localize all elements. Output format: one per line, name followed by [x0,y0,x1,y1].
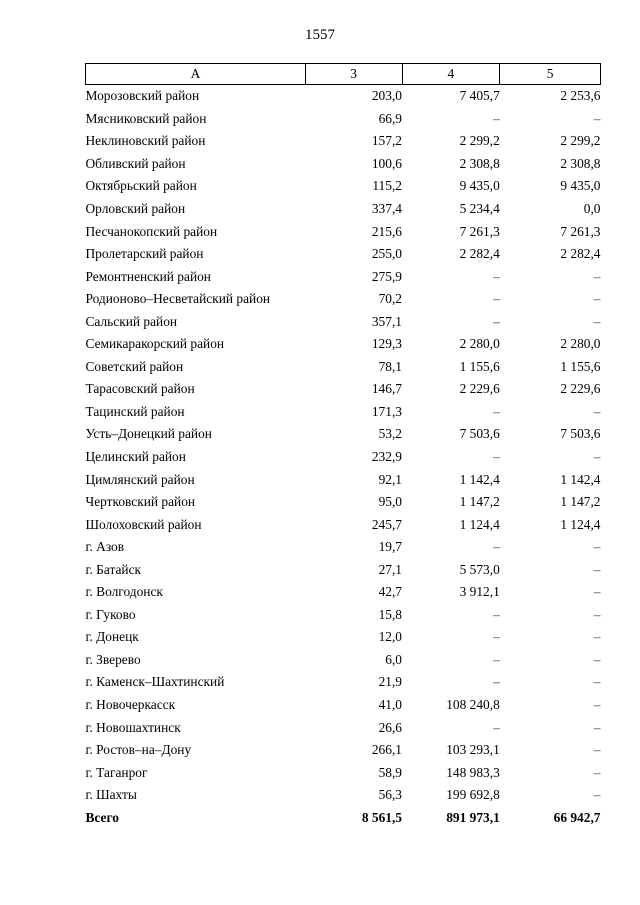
value-col-5: – [593,719,601,735]
value-col-3: 215,6 [371,223,402,239]
value-col-5: – [593,651,601,667]
value-col-3: 357,1 [371,313,402,329]
table-row [86,401,601,424]
value-col-3: 203,0 [371,88,402,104]
value-col-3: 100,6 [371,155,402,171]
table-row [86,784,601,807]
value-col-4: 199 692,8 [446,787,500,803]
value-col-4: – [493,268,500,284]
value-col-5: – [593,561,601,577]
table-row [86,108,601,131]
value-col-3: 27,1 [378,561,402,577]
value-col-5: 0,0 [583,201,601,216]
value-col-3: 70,2 [378,291,402,307]
value-col-4: – [493,449,500,465]
table-row [86,243,601,266]
value-col-3: 58,9 [378,764,402,780]
value-col-4: 148 983,3 [446,764,500,780]
table-row [86,175,601,198]
table-row [86,153,601,176]
value-col-5: 1 155,6 [560,358,601,374]
value-col-3: 115,2 [372,178,402,194]
value-col-5: 2 229,6 [560,381,601,397]
row-name: Неклиновский район [85,133,206,149]
value-col-5: 7 261,3 [560,223,601,239]
value-col-5: 1 147,2 [560,494,601,510]
value-col-3: 146,7 [371,381,402,397]
value-col-4: 108 240,8 [446,697,500,713]
value-col-4: 2 308,8 [459,155,500,171]
row-name: г. Каменск–Шахтинский [85,674,225,690]
table-row [86,265,601,288]
value-col-5: – [593,539,601,555]
table-row [86,378,601,401]
row-name: Мясниковский район [85,110,207,126]
table-row [86,694,601,717]
row-name: Усть–Донецкий район [85,426,212,442]
value-col-3: 266,1 [371,742,402,758]
value-col-3: 15,8 [378,606,402,622]
value-col-5: 66 942,7 [553,809,601,825]
value-col-3: 19,7 [378,539,402,555]
row-name: Обливский район [85,155,186,171]
column-header-5: 5 [500,64,601,85]
value-col-5: 2 299,2 [560,133,601,149]
row-name: г. Донецк [85,629,139,645]
row-name: Песчанокопский район [85,223,218,239]
table-row [86,333,601,356]
value-col-4: 7 405,7 [459,88,500,104]
value-col-4: 2 280,0 [459,336,500,352]
row-name: г. Ростов–на–Дону [85,742,192,758]
value-col-3: 8 561,5 [361,809,402,825]
table-row [86,220,601,243]
value-col-4: – [493,651,500,667]
row-name: Морозовский район [85,88,200,104]
table-row [86,446,601,469]
value-col-5: 1 142,4 [560,471,601,487]
row-name: г. Новошахтинск [85,719,181,735]
value-col-3: 92,1 [378,471,402,487]
value-col-5: – [593,291,601,307]
row-name: Семикаракорский район [85,336,225,352]
value-col-5: 2 308,8 [560,155,601,171]
value-col-3: 95,0 [378,494,402,510]
page-number: 1557 [305,27,335,43]
table-row [86,649,601,672]
value-col-3: 56,3 [378,787,402,803]
row-name: г. Зверево [85,651,141,667]
row-name: Сальский район [85,313,178,329]
column-header-3: 3 [305,64,402,85]
value-col-4: – [493,313,500,329]
value-col-4: 103 293,1 [446,742,500,758]
value-col-5: – [593,787,601,803]
value-col-4: – [493,629,500,645]
value-col-5: – [593,606,601,622]
value-col-4: 2 299,2 [459,133,500,149]
value-col-3: 21,9 [378,674,402,690]
table-row [86,356,601,379]
table-row [86,288,601,311]
row-name: Орловский район [85,201,186,216]
total-row [86,807,601,830]
value-col-5: – [593,313,601,329]
value-col-4: 891 973,1 [446,809,500,825]
row-name: г. Волгодонск [85,584,163,600]
value-col-5: – [593,403,601,419]
row-name: Октябрьский район [85,178,197,194]
value-col-4: – [493,606,500,622]
value-col-3: 42,7 [378,584,402,600]
value-col-5: 7 503,6 [560,426,601,442]
value-col-3: 232,9 [371,449,402,465]
value-col-5: 1 124,4 [560,516,601,532]
value-col-5: 2 280,0 [560,336,601,352]
value-col-5: 2 282,4 [560,246,601,262]
value-col-3: 171,3 [371,403,402,419]
table-row [86,468,601,491]
value-col-4: 1 147,2 [459,494,500,510]
value-col-3: 275,9 [371,268,402,284]
value-col-4: 1 124,4 [459,516,500,532]
table-row [86,130,601,153]
table-row [86,581,601,604]
row-name: г. Азов [85,539,125,555]
value-col-3: 26,6 [378,719,402,735]
value-col-4: 5 573,0 [459,561,500,577]
table-header-row [86,64,601,85]
value-col-4: 5 234,4 [459,201,500,216]
value-col-5: 2 253,6 [560,88,601,104]
row-name: г. Таганрог [85,764,148,780]
row-name: Советский район [85,358,184,374]
value-col-5: – [593,742,601,758]
value-col-5: – [593,674,601,690]
value-col-4: 1 142,4 [459,471,500,487]
value-col-5: – [593,584,601,600]
row-name: Шолоховский район [85,516,202,532]
value-col-3: 157,2 [371,133,402,149]
table-row [86,716,601,739]
value-col-4: 7 261,3 [459,223,500,239]
value-col-4: 7 503,6 [459,426,500,442]
row-name: Пролетарский район [85,246,204,262]
row-name: Тарасовский район [85,381,195,397]
table-row [86,198,601,221]
table-row [86,604,601,627]
value-col-4: – [493,539,500,555]
table-row [86,310,601,333]
value-col-3: 6,0 [385,651,402,667]
table-row [86,85,601,108]
row-name: г. Батайск [85,561,142,577]
value-col-5: – [593,268,601,284]
value-col-4: 2 282,4 [459,246,500,262]
row-name: Ремонтненский район [85,268,211,284]
row-name: Цимлянский район [85,471,195,487]
value-col-5: – [593,449,601,465]
table-row [86,739,601,762]
value-col-3: 245,7 [371,516,402,532]
value-col-3: 255,0 [371,246,402,262]
value-col-3: 78,1 [378,358,402,374]
value-col-3: 337,4 [371,201,402,216]
value-col-3: 41,0 [378,697,402,713]
value-col-4: – [493,291,500,307]
table-row [86,671,601,694]
value-col-4: – [493,674,500,690]
value-col-5: – [593,697,601,713]
table-row [86,761,601,784]
value-col-3: 12,0 [378,629,402,645]
value-col-5: – [593,110,601,126]
table-body [86,85,601,830]
table-row [86,513,601,536]
row-name: г. Новочеркасск [85,697,176,713]
value-col-4: 3 912,1 [459,584,500,600]
value-col-3: 66,9 [378,110,402,126]
table-row [86,626,601,649]
row-name: г. Гуково [85,606,136,622]
table-row [86,558,601,581]
value-col-3: 53,2 [378,426,402,442]
table-row [86,536,601,559]
value-col-3: 129,3 [371,336,402,352]
table-row [86,423,601,446]
value-col-4: – [493,719,500,735]
total-label: Всего [85,809,119,825]
value-col-5: – [593,629,601,645]
value-col-4: 9 435,0 [459,178,500,194]
value-col-4: – [493,403,500,419]
value-col-4: – [493,110,500,126]
value-col-5: 9 435,0 [560,178,601,194]
row-name: Тацинский район [85,403,185,419]
column-header-a: А [86,64,306,85]
value-col-4: 2 229,6 [459,381,500,397]
value-col-5: – [593,764,601,780]
data-table [85,63,601,829]
row-name: Целинский район [85,449,186,465]
row-name: г. Шахты [85,787,137,803]
value-col-4: 1 155,6 [459,358,500,374]
row-name: Родионово–Несветайский район [85,291,271,307]
row-name: Чертковский район [85,494,196,510]
table-row [86,491,601,514]
column-header-4: 4 [402,64,500,85]
